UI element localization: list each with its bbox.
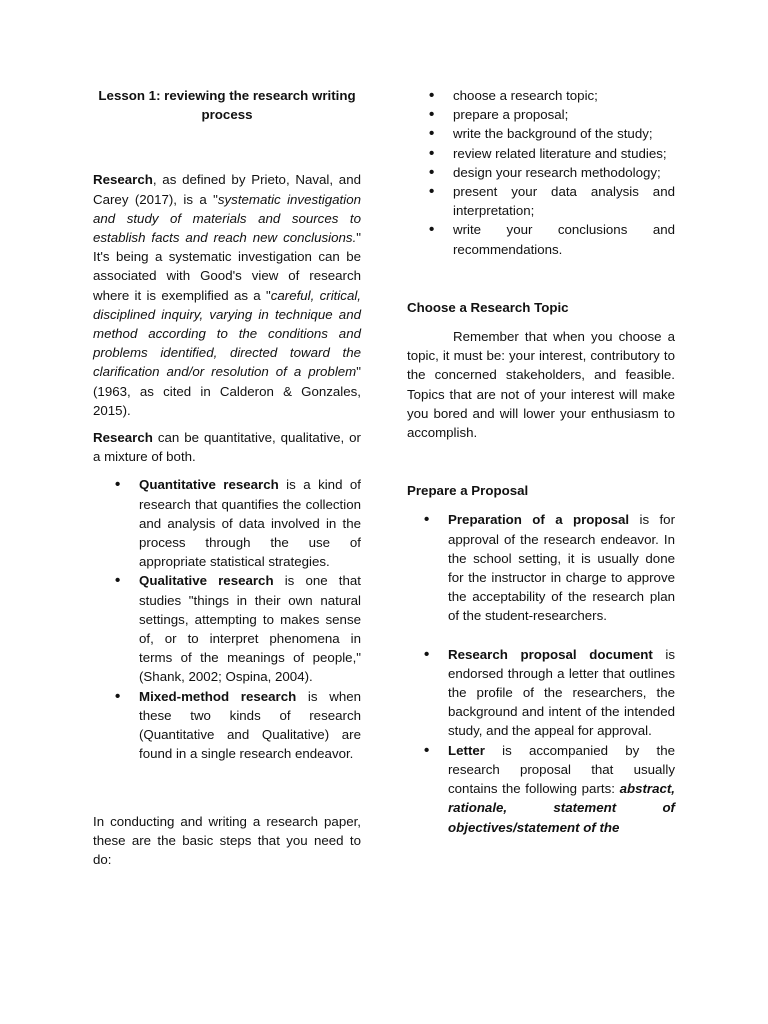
definition-quote-1: systematic investigation and study of materials and sources to establish facts and reach new conclusions. [93, 191, 361, 246]
definition-text-2: " It's being a systematic investigation can be associated with Good's view of research where it is exemplified as a " [93, 230, 361, 303]
list-item: • prepare a proposal; [453, 105, 675, 124]
list-item: • design your research methodology; [453, 163, 675, 182]
term-research-2: Research [93, 430, 153, 446]
definition-quote-2: careful, critical, disciplined inquiry, varying in technique and method according to the conditions and problems identified, directed toward the clarification and/or resolution of a problem [93, 287, 361, 380]
definition-text-3: " (1963, as cited in Calderon & Gonzales, 2015). [93, 364, 361, 418]
list-item: • present your data analysis and interpretation; [453, 182, 675, 220]
type-text: is when these two kinds of research (Quantitative and Qualitative) are found in a single research endeavor. [139, 688, 361, 762]
proposal-heading: Prepare a Proposal [407, 483, 529, 499]
proposal-parts-emphasis: abstract, rationale, statement of objectives/statement of the [448, 781, 675, 835]
list-item [139, 571, 361, 686]
proposal-text: is endorsed through a letter that outlines the profile of the researchers, the background and intent of the intended study, and the appeal for approval. [448, 646, 675, 739]
proposal-text: is accompanied by the research proposal that usually contains the following parts: [448, 742, 675, 797]
type-text: is one that studies "things in their own natural settings, attempting to makes sense of, or to interpret phenomena in terms of the meanings of people," (Shank, 2002; Ospina, 2004). [139, 573, 361, 685]
list-item: • choose a research topic; [453, 86, 675, 105]
list-item: • review related literature and studies; [453, 144, 675, 163]
proposal-text: is for approval of the research endeavor. In the school setting, it is usually done for the instructor in charge to approve the acceptability of the research plan of the student-researchers. [448, 512, 675, 624]
term-research: Research [93, 172, 153, 188]
topic-paragraph: Remember that when you choose a topic, it must be: your interest, contributory to the concerned stakeholders, and feasible. Topics that are not of your interest will make you bored and will lower your enthusiasm to accomplish. [407, 329, 675, 441]
list-item [448, 741, 675, 837]
left-column [93, 86, 361, 869]
proposal-list [448, 510, 675, 836]
steps-list [453, 86, 675, 259]
research-types-paragraph [93, 428, 361, 466]
list-item [139, 475, 361, 571]
proposal-term: Research proposal document [448, 646, 653, 662]
definition-text-1: , as defined by Prieto, Naval, and Carey (2017), is a " [93, 172, 361, 207]
type-text: is a kind of research that quantifies the collection and analysis of data involved in the process through the use of appropriate statistical strategies. [139, 477, 361, 570]
list-item [139, 687, 361, 764]
research-definition-paragraph [93, 170, 361, 420]
research-types-list [139, 475, 361, 763]
list-item [448, 510, 675, 625]
type-term: Quantitative research [139, 477, 279, 493]
topic-heading: Choose a Research Topic [407, 299, 569, 315]
list-item: • write the background of the study; [453, 124, 675, 143]
proposal-term: Letter [448, 742, 485, 758]
lesson-title: Lesson 1: reviewing the research writing process [98, 88, 356, 123]
proposal-term: Preparation of a proposal [448, 512, 630, 528]
steps-intro-paragraph: In conducting and writing a research paper, these are the basic steps that you need to do: [93, 813, 361, 867]
list-item: • write your conclusions and recommendations. [453, 220, 675, 258]
right-column [407, 86, 675, 837]
research-types-text: can be quantitative, qualitative, or a mixture of both. [93, 430, 361, 465]
type-term: Qualitative research [139, 573, 274, 589]
list-item [448, 645, 675, 741]
type-term: Mixed-method research [139, 688, 297, 704]
